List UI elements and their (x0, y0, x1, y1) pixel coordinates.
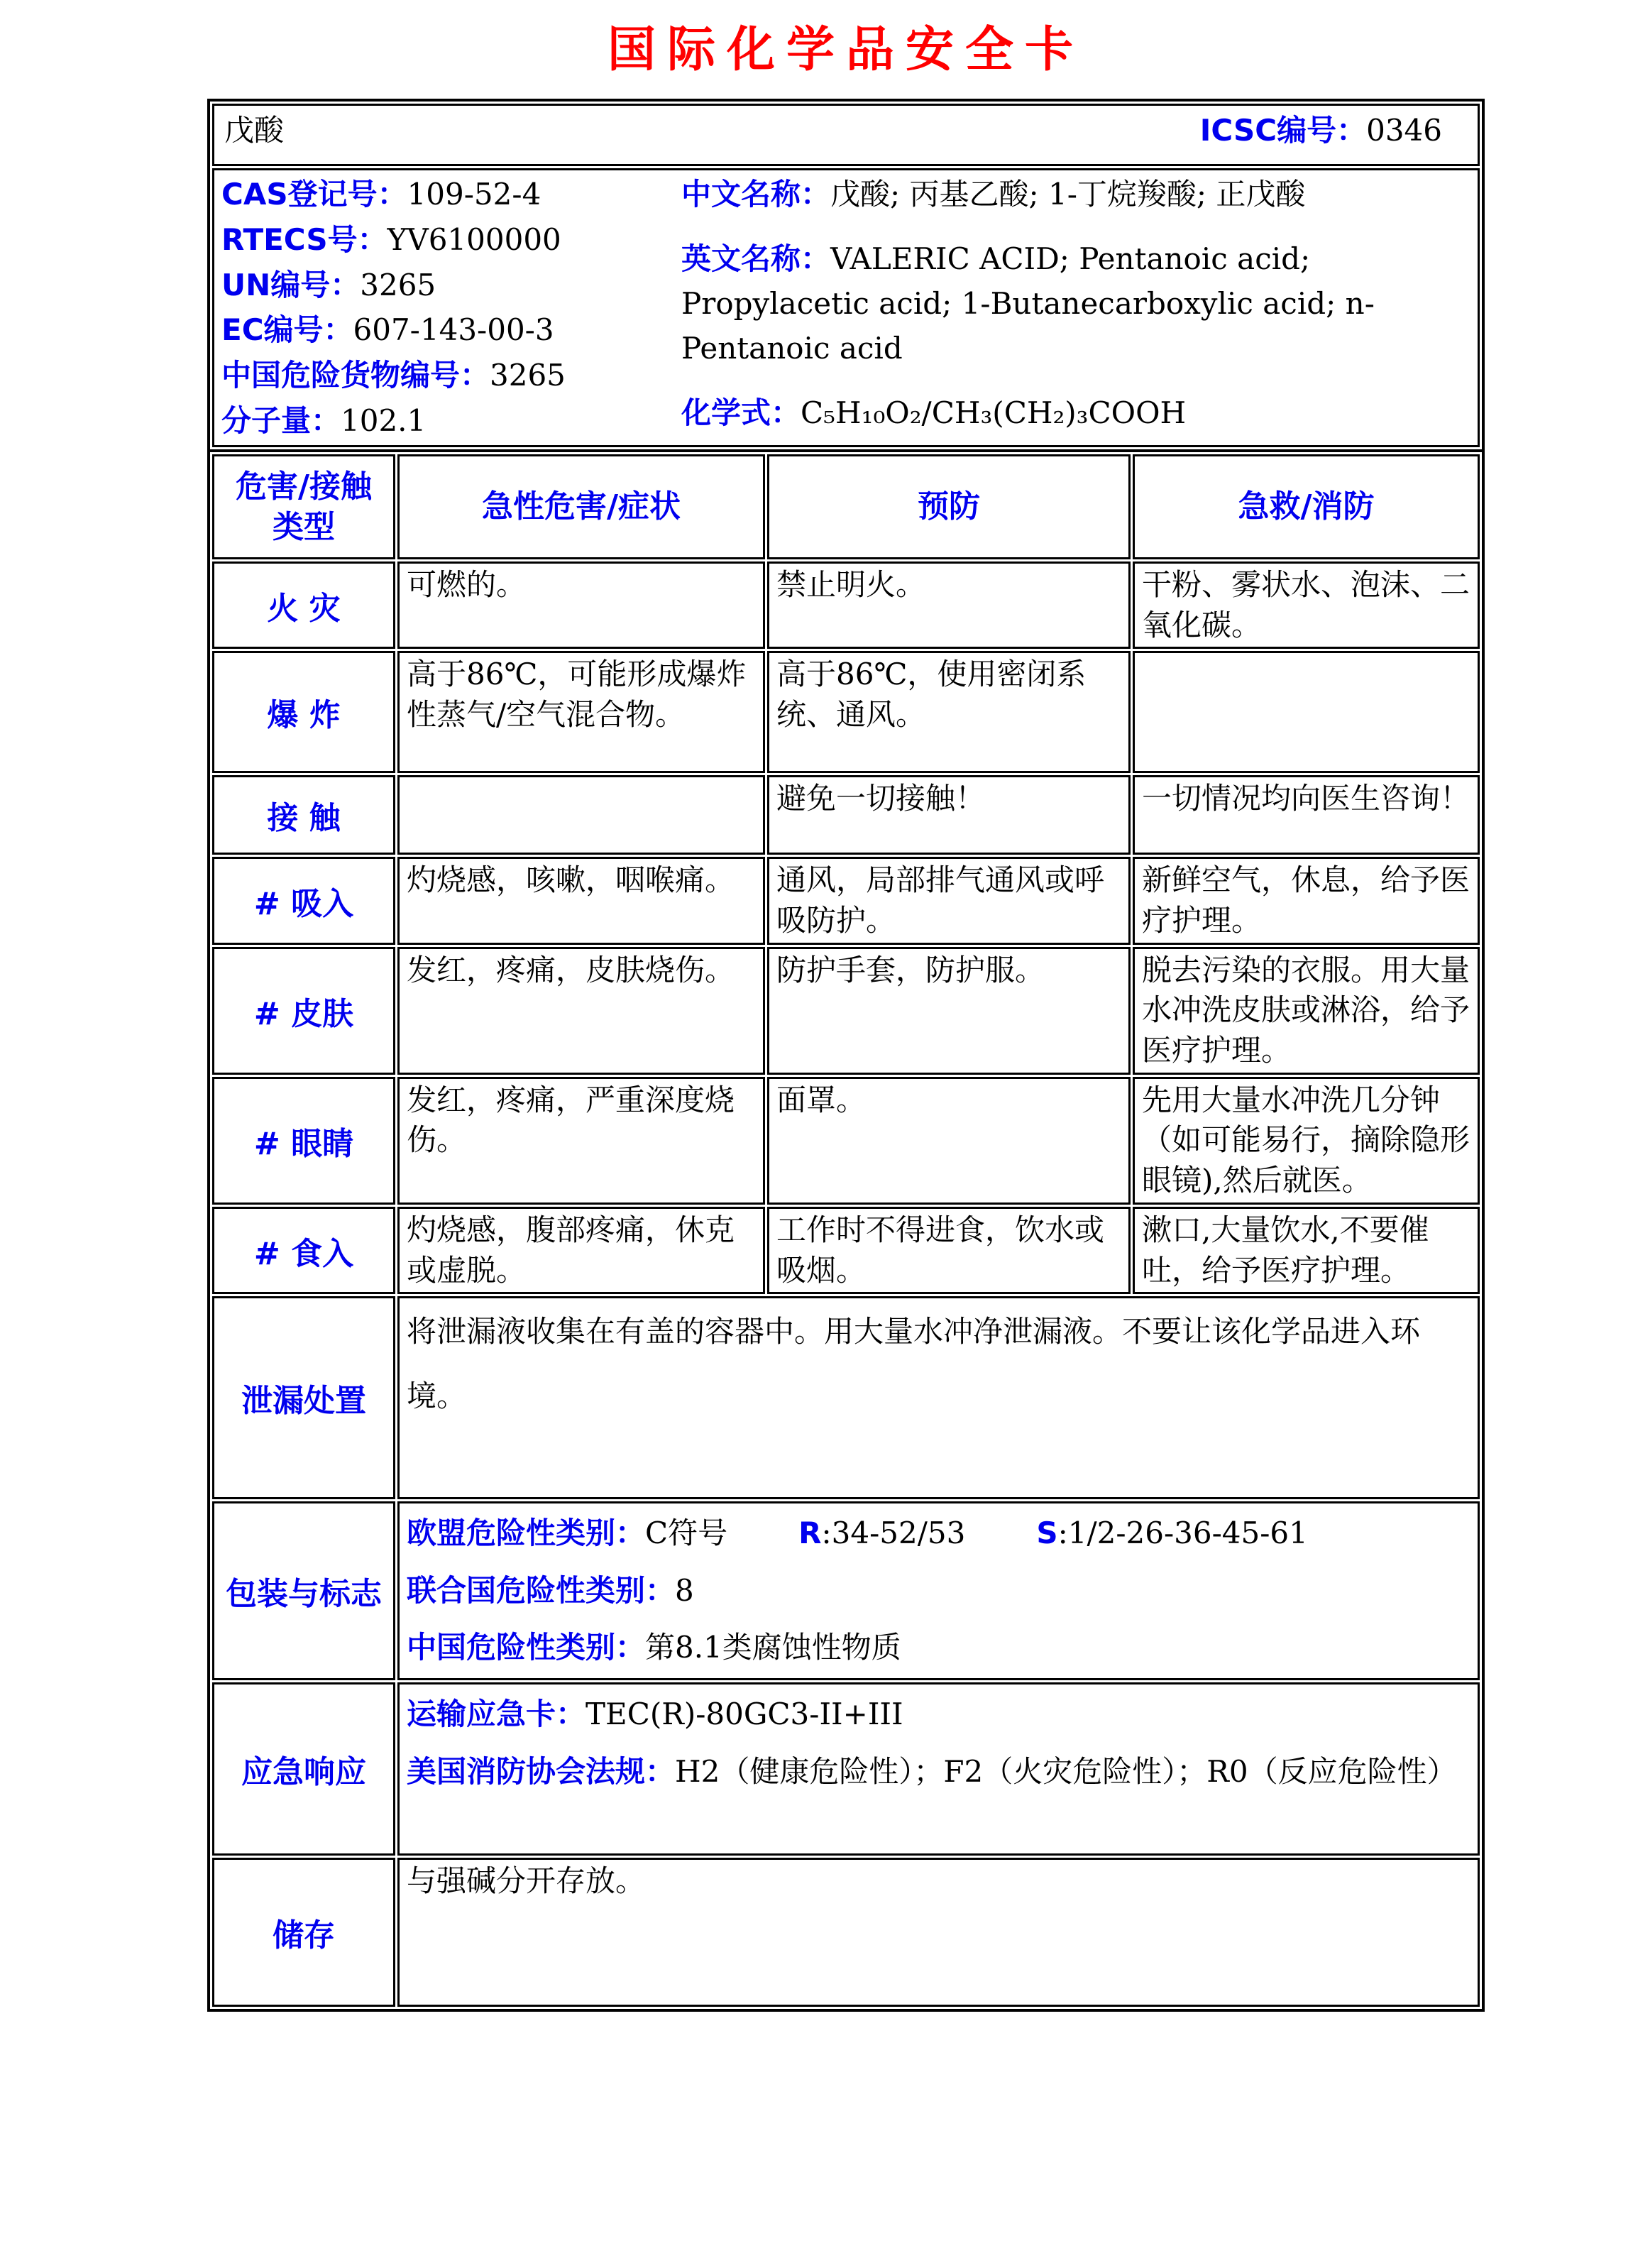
explosion-symptoms: 高于86℃，可能形成爆炸性蒸气/空气混合物。 (397, 651, 765, 773)
ingestion-symptoms: 灼烧感，腹部疼痛，休克或虚脱。 (397, 1207, 765, 1294)
icsc-number: 0346 (1366, 113, 1442, 148)
row-fire (212, 561, 1480, 649)
row-emergency (212, 1682, 1480, 1856)
fire-symptoms: 可燃的。 (397, 561, 765, 649)
row-label-skin: # 皮肤 (212, 947, 395, 1075)
chemical-name-row (212, 104, 1480, 166)
row-spill (212, 1296, 1480, 1499)
contact-response: 一切情况均向医生咨询！ (1133, 775, 1480, 855)
name-zh: 中文名称：戊酸; 丙基乙酸; 1-丁烷羧酸; 正戊酸 (681, 177, 1306, 212)
col-header-type: 危害/接触 类型 (212, 454, 395, 559)
explosion-prevention: 高于86℃，使用密闭系统、通风。 (767, 651, 1131, 773)
row-label-spill: 泄漏处置 (212, 1296, 395, 1499)
col-header-symptoms: 急性危害/症状 (397, 454, 765, 559)
emergency-cell (397, 1682, 1480, 1856)
skin-symptoms: 发红，疼痛，皮肤烧伤。 (397, 947, 765, 1075)
inhalation-prevention: 通风，局部排气通风或呼吸防护。 (767, 857, 1131, 944)
safety-card (207, 99, 1485, 2012)
spill-text: 将泄漏液收集在有盖的容器中。用大量水冲净泄漏液。不要让该化学品进入环境。 (397, 1296, 1480, 1499)
chemical-formula: 化学式：C₅H₁₀O₂/CH₃(CH₂)₃COOH (681, 395, 1187, 430)
nfpa-line: 美国消防协会法规：H2（健康危险性）；F2（火灾危险性）；R0（反应危险性） (407, 1753, 1457, 1789)
page (0, 11, 1633, 2268)
identifiers-column (221, 172, 674, 444)
icsc-badge (1200, 107, 1442, 150)
ingestion-prevention: 工作时不得进食，饮水或吸烟。 (767, 1207, 1131, 1294)
row-label-ingestion: # 食入 (212, 1207, 395, 1294)
row-packaging (212, 1501, 1480, 1680)
eyes-symptoms: 发红，疼痛，严重深度烧伤。 (397, 1077, 765, 1205)
tec-line: 运输应急卡：TEC(R)-80GC3-II+III (407, 1697, 903, 1732)
inhalation-symptoms: 灼烧感，咳嗽，咽喉痛。 (397, 857, 765, 944)
id-ec: EC编号：607-143-00-3 (221, 312, 554, 348)
chemical-name: 戊酸 (224, 113, 285, 148)
row-inhalation (212, 857, 1480, 944)
eyes-response: 先用大量水冲洗几分钟（如可能易行，摘除隐形眼镜),然后就医。 (1133, 1077, 1480, 1205)
row-explosion (212, 651, 1480, 773)
id-un: UN编号：3265 (221, 267, 436, 302)
row-label-explosion: 爆 炸 (212, 651, 395, 773)
name-line (221, 107, 1470, 150)
skin-response: 脱去污染的衣服。用大量水冲洗皮肤或淋浴，给予医疗护理。 (1133, 947, 1480, 1075)
fire-prevention: 禁止明火。 (767, 561, 1131, 649)
un-hazard-line: 联合国危险性类别：8 (407, 1572, 694, 1608)
id-cas: CAS登记号：109-52-4 (221, 177, 541, 212)
identifiers-row (212, 168, 1480, 447)
row-storage (212, 1858, 1480, 2007)
row-label-fire: 火 灾 (212, 561, 395, 649)
storage-text: 与强碱分开存放。 (397, 1858, 1480, 2007)
row-label-storage: 储存 (212, 1858, 395, 2007)
ingestion-response: 漱口,大量饮水,不要催吐，给予医疗护理。 (1133, 1207, 1480, 1294)
contact-symptoms (397, 775, 765, 855)
name-en: 英文名称：VALERIC ACID; Pentanoic acid; Propylacetic acid; 1-Butanecarboxylic acid; n-Pentanoic acid (681, 241, 1375, 366)
row-eyes (212, 1077, 1480, 1205)
fire-response: 干粉、雾状水、泡沫、二氧化碳。 (1133, 561, 1480, 649)
col-header-prevention: 预防 (767, 454, 1131, 559)
id-molweight: 分子量：102.1 (221, 403, 427, 439)
names-column (674, 172, 1470, 435)
row-label-inhalation: # 吸入 (212, 857, 395, 944)
page-title: 国际化学品安全卡 (607, 21, 1084, 78)
row-label-contact: 接 触 (212, 775, 395, 855)
id-rtecs: RTECS号：YV6100000 (221, 221, 561, 257)
row-contact (212, 775, 1480, 855)
identifiers-layout (221, 172, 1470, 444)
row-ingestion (212, 1207, 1480, 1294)
hazard-header-row (212, 454, 1480, 559)
packaging-cell (397, 1501, 1480, 1680)
contact-prevention: 避免一切接触！ (767, 775, 1131, 855)
eyes-prevention: 面罩。 (767, 1077, 1131, 1205)
row-label-packaging: 包装与标志 (212, 1501, 395, 1680)
icsc-label: ICSC编号： (1199, 113, 1367, 148)
explosion-response (1133, 651, 1480, 773)
inhalation-response: 新鲜空气，休息，给予医疗护理。 (1133, 857, 1480, 944)
row-label-eyes: # 眼睛 (212, 1077, 395, 1205)
row-label-emergency: 应急响应 (212, 1682, 395, 1856)
id-china-dg: 中国危险货物编号：3265 (221, 358, 566, 393)
skin-prevention: 防护手套，防护服。 (767, 947, 1131, 1075)
china-hazard-line: 中国危险性类别：第8.1类腐蚀性物质 (407, 1630, 901, 1665)
eu-hazard-line: 欧盟危险性类别：C符号 R:34-52/53 S:1/2-26-36-45-61 (407, 1516, 1308, 1551)
identity-table (207, 99, 1485, 452)
row-skin (212, 947, 1480, 1075)
col-header-response: 急救/消防 (1133, 454, 1480, 559)
hazard-table (207, 449, 1485, 2012)
